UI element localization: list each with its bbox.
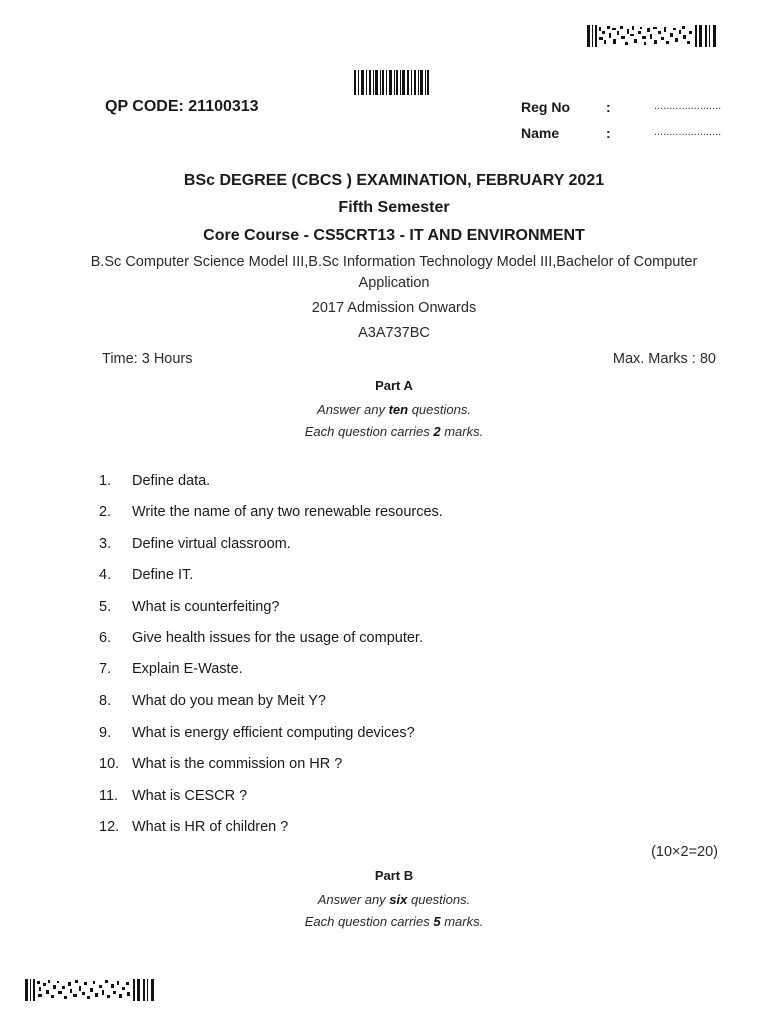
question-text: Write the name of any two renewable resources. <box>132 504 443 520</box>
instr-text: questions. <box>408 402 471 417</box>
programs-line-1: B.Sc Computer Science Model III,B.Sc Information Technology Model III,Bachelor of Computer <box>90 254 698 270</box>
question-number: 7. <box>99 661 112 677</box>
instr-text: Each question carries <box>304 914 434 929</box>
question-number: 6. <box>99 630 112 646</box>
part-a-marks: (10×2=20) <box>651 844 718 860</box>
reg-no-label: Reg No <box>521 99 570 115</box>
semester: Fifth Semester <box>338 199 450 216</box>
qp-code: QP CODE: 21100313 <box>105 98 259 115</box>
name-field: ...................... <box>654 126 722 138</box>
question-number: 9. <box>99 725 112 741</box>
question-number: 11. <box>99 788 119 804</box>
instr-marks: 2 <box>433 424 441 439</box>
reg-no-field: ...................... <box>654 100 722 112</box>
instr-marks: 5 <box>433 914 441 929</box>
programs-line-2: Application <box>358 275 430 291</box>
instr-count: six <box>389 892 408 907</box>
barcode-top-right <box>587 25 718 47</box>
name-colon: : <box>606 125 611 141</box>
instr-text: marks. <box>440 914 484 929</box>
question-text: What is energy efficient computing devices? <box>132 725 415 741</box>
question-text: What is CESCR ? <box>132 788 248 804</box>
question-text: Define virtual classroom. <box>132 536 291 552</box>
admission: 2017 Admission Onwards <box>311 300 477 316</box>
question-number: 4. <box>99 567 112 583</box>
paper-code: A3A737BC <box>358 325 430 341</box>
part-a-instruction-2 <box>0 424 768 439</box>
question-number: 3. <box>99 536 112 552</box>
max-marks: Max. Marks : 80 <box>612 351 716 367</box>
question-text: What is the commission on HR ? <box>132 756 343 772</box>
instr-text: Each question carries <box>304 424 434 439</box>
question-number: 12. <box>99 819 120 835</box>
question-text: Define IT. <box>132 567 194 583</box>
reg-no-colon: : <box>606 99 611 115</box>
instr-text: Answer any <box>317 402 389 417</box>
question-text: Give health issues for the usage of computer. <box>132 630 423 646</box>
name-label: Name <box>521 125 560 141</box>
barcode-bottom-left <box>25 979 156 1001</box>
barcode-top-center <box>354 70 429 95</box>
exam-title: BSc DEGREE (CBCS ) EXAMINATION, FEBRUARY 2021 <box>183 172 605 189</box>
question-text: What is HR of children ? <box>132 819 289 835</box>
instr-text: Answer any <box>317 892 390 907</box>
part-a-heading: Part A <box>375 378 413 393</box>
part-b-instruction-1 <box>0 892 768 907</box>
question-number: 2. <box>99 504 112 520</box>
part-b-heading: Part B <box>374 868 414 883</box>
question-text: What do you mean by Meit Y? <box>132 693 326 709</box>
question-text: What is counterfeiting? <box>132 599 280 615</box>
course-title: Core Course - CS5CRT13 - IT AND ENVIRONMENT <box>203 227 585 244</box>
question-number: 10. <box>99 756 120 772</box>
instr-text: questions. <box>407 892 471 907</box>
question-number: 1. <box>99 473 112 489</box>
instr-count: ten <box>388 402 409 417</box>
part-b-instruction-2 <box>0 914 768 929</box>
time-allowed: Time: 3 Hours <box>102 351 193 367</box>
question-number: 5. <box>99 599 112 615</box>
instr-text: marks. <box>440 424 484 439</box>
question-text: Explain E-Waste. <box>132 661 243 677</box>
question-number: 8. <box>99 693 112 709</box>
part-a-instruction-1 <box>0 402 768 417</box>
question-text: Define data. <box>132 473 211 489</box>
